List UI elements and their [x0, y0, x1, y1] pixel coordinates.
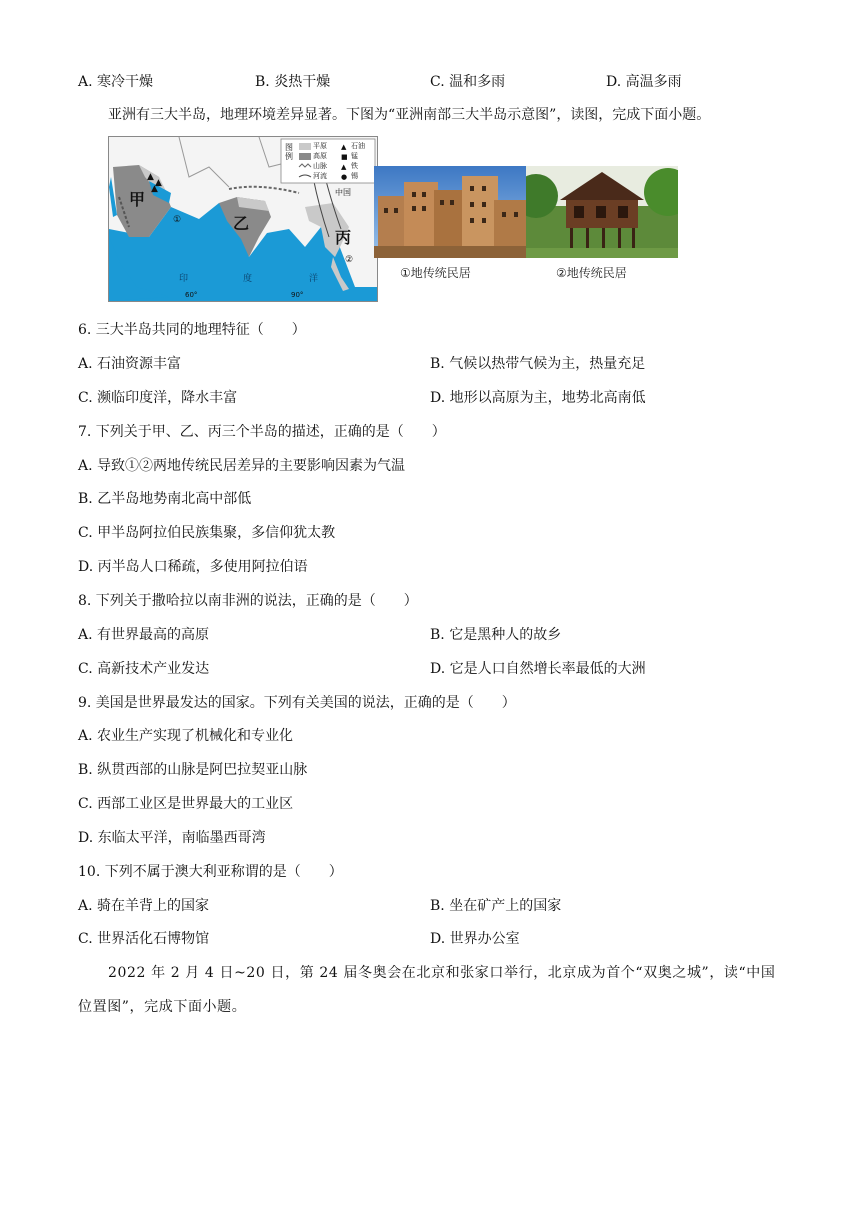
q10-option-b[interactable]: B. 坐在矿产上的国家 [430, 898, 562, 914]
q10-stem: 10. 下列不属于澳大利亚称谓的是（ ） [78, 864, 343, 880]
q8-option-d[interactable]: D. 它是人口自然增长率最低的大洲 [430, 661, 646, 677]
legend-plain: 平原 [313, 142, 327, 150]
q9-stem: 9. 美国是世界最发达的国家。下列有关美国的说法，正确的是（ ） [78, 695, 516, 711]
q7-stem: 7. 下列关于甲、乙、丙三个半岛的描述，正确的是（ ） [78, 424, 446, 440]
svg-text:■: ■ [341, 153, 348, 161]
intro-paragraph-2-line-1: 2022 年 2 月 4 日~20 日，第 24 届冬奥会在北京和张家口举行，北京成为首个“双奥之城”，读“中国 [108, 965, 776, 981]
label-ocean-3: 洋 [309, 274, 319, 284]
legend-mountain: 山脉 [313, 162, 327, 170]
q9-option-a[interactable]: A. 农业生产实现了机械化和专业化 [78, 728, 294, 744]
q10-option-d[interactable]: D. 世界办公室 [430, 931, 520, 947]
svg-text:●: ● [341, 173, 348, 181]
q8-option-b[interactable]: B. 它是黑种人的故乡 [430, 627, 562, 643]
photo-stilt-house [526, 166, 678, 258]
q7-option-c[interactable]: C. 甲半岛阿拉伯民族集聚，多信仰犹太教 [78, 525, 336, 541]
caption-dwelling-2: ②地传统民居 [556, 266, 627, 280]
label-yi: 乙 [233, 214, 250, 233]
marker-2: ② [345, 255, 354, 265]
label-bing: 丙 [335, 228, 352, 247]
q7-option-a[interactable]: A. 导致①②两地传统民居差异的主要影响因素为气温 [78, 458, 406, 474]
svg-text:▲: ▲ [155, 178, 162, 188]
legend-tin: 锡 [351, 172, 358, 180]
legend-manganese: 锰 [351, 152, 358, 160]
q6-option-a[interactable]: A. 石油资源丰富 [78, 356, 182, 372]
longitude-60: 60° [185, 291, 198, 299]
label-jia: 甲 [129, 190, 146, 209]
q6-option-c[interactable]: C. 濒临印度洋，降水丰富 [78, 390, 238, 406]
legend-iron: 铁 [351, 162, 358, 170]
q9-option-c[interactable]: C. 西部工业区是世界最大的工业区 [78, 796, 294, 812]
caption-dwelling-1: ①地传统民居 [400, 266, 471, 280]
legend-river: 河流 [313, 172, 327, 180]
q9-option-d[interactable]: D. 东临太平洋，南临墨西哥湾 [78, 830, 266, 846]
label-ocean-1: 印 [179, 274, 189, 284]
svg-text:▲: ▲ [151, 184, 158, 194]
legend-title: 图例 [285, 143, 293, 161]
q8-option-c[interactable]: C. 高新技术产业发达 [78, 661, 210, 677]
svg-text:▲: ▲ [341, 163, 347, 171]
svg-text:▲: ▲ [147, 172, 154, 182]
q7-option-b[interactable]: B. 乙半岛地势南北高中部低 [78, 491, 252, 507]
legend-plateau: 高原 [313, 152, 327, 160]
q10-option-c[interactable]: C. 世界活化石博物馆 [78, 931, 210, 947]
q8-stem: 8. 下列关于撒哈拉以南非洲的说法，正确的是（ ） [78, 593, 418, 609]
q6-stem: 6. 三大半岛共同的地理特征（ ） [78, 322, 306, 338]
peninsula-map [108, 136, 378, 302]
q6-option-d[interactable]: D. 地形以高原为主，地势北高南低 [430, 390, 646, 406]
svg-text:▲: ▲ [341, 143, 347, 151]
marker-1: ① [173, 215, 182, 225]
q9-option-b[interactable]: B. 纵贯西部的山脉是阿巴拉契亚山脉 [78, 762, 308, 778]
q6-option-b[interactable]: B. 气候以热带气候为主，热量充足 [430, 356, 646, 372]
q5-option-b[interactable]: B. 炎热干燥 [255, 74, 331, 90]
longitude-90: 90° [291, 291, 304, 299]
q7-option-d[interactable]: D. 丙半岛人口稀疏，多使用阿拉伯语 [78, 559, 308, 575]
photo-mud-brick-houses [374, 166, 526, 258]
q10-option-a[interactable]: A. 骑在羊背上的国家 [78, 898, 210, 914]
legend-oil: 石油 [351, 142, 365, 150]
label-china: 中国 [335, 188, 351, 197]
label-ocean-2: 度 [243, 274, 253, 284]
q5-option-d[interactable]: D. 高温多雨 [606, 74, 682, 90]
q5-option-c[interactable]: C. 温和多雨 [430, 74, 506, 90]
intro-paragraph-2-line-2: 位置图”，完成下面小题。 [78, 999, 247, 1015]
q5-option-a[interactable]: A. 寒冷干燥 [78, 74, 154, 90]
q8-option-a[interactable]: A. 有世界最高的高原 [78, 627, 210, 643]
asia-peninsulas-figure [108, 136, 678, 300]
intro-paragraph-1: 亚洲有三大半岛，地理环境差异显著。下图为“亚洲南部三大半岛示意图”，读图，完成下面小题。 [108, 107, 711, 123]
